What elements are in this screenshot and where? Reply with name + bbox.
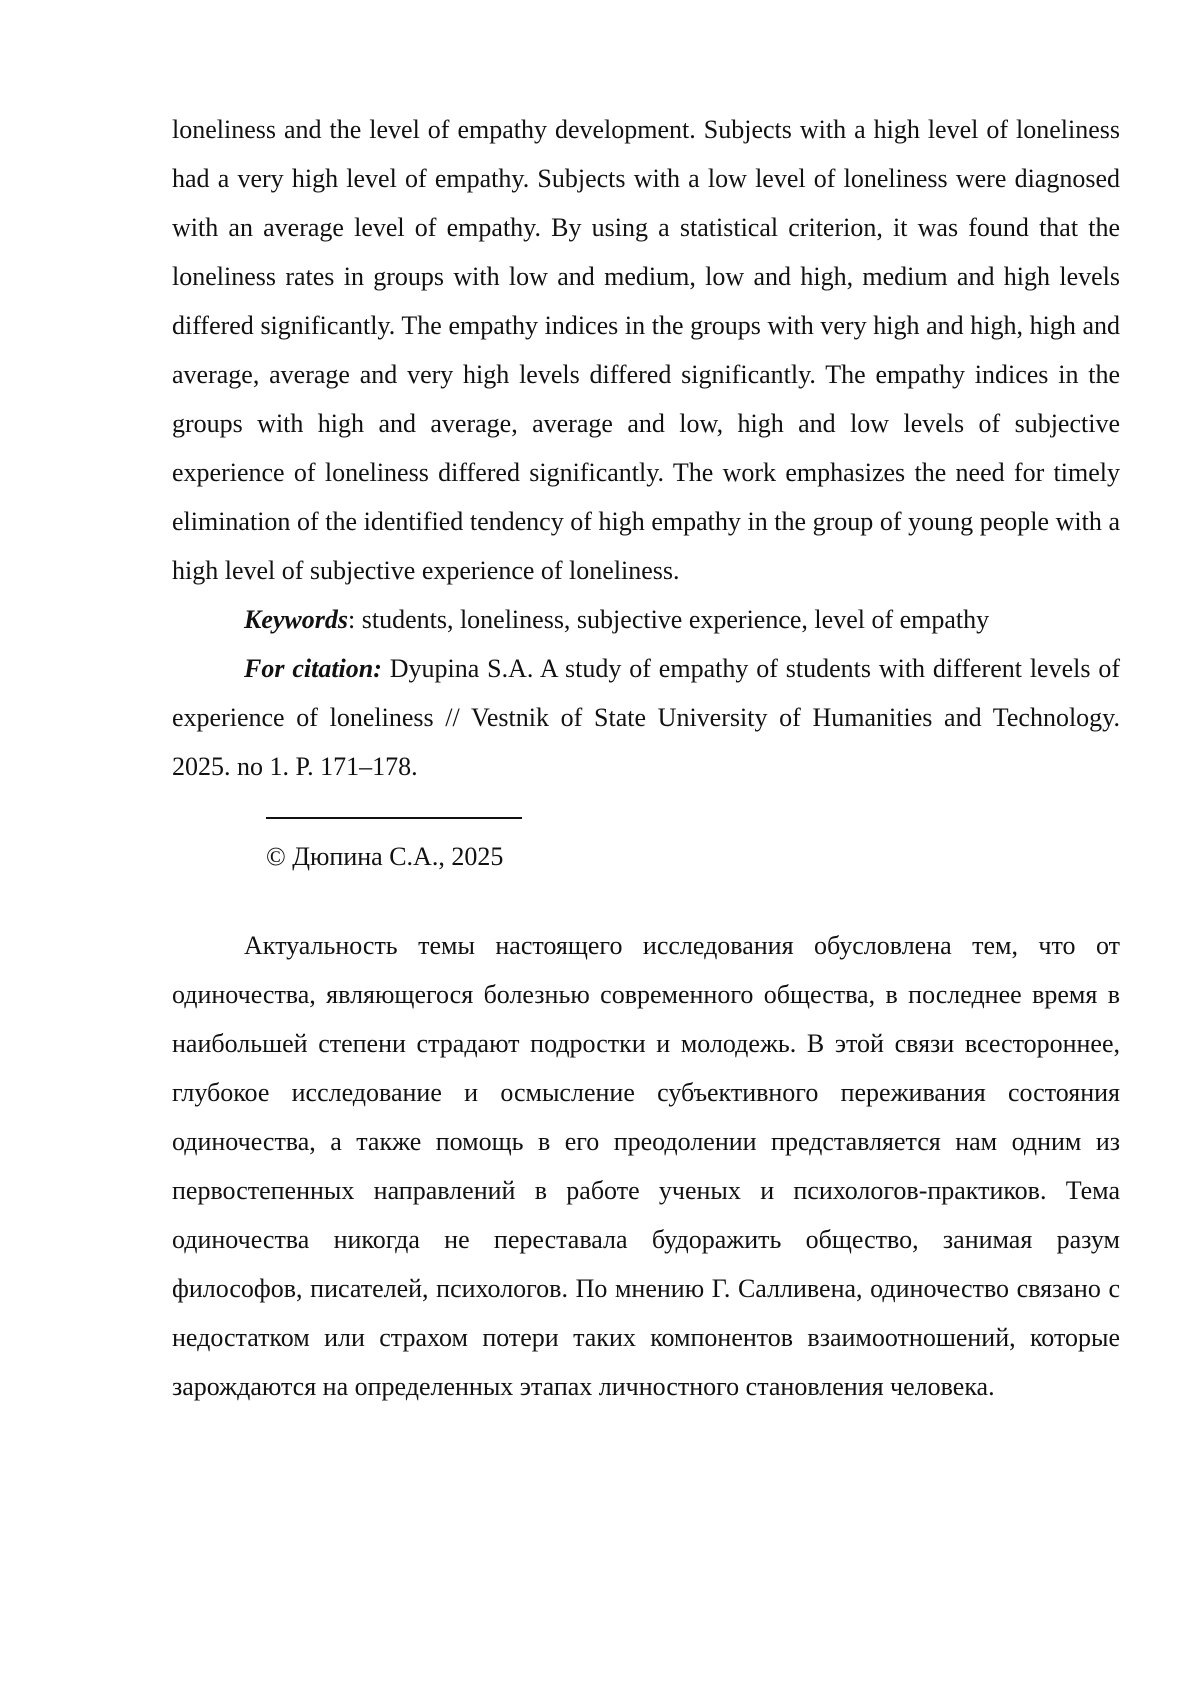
page: [172, 105, 1120, 1411]
footnote-divider: [266, 817, 522, 819]
abstract-paragraph: loneliness and the level of empathy development. Subjects with a high level of loneliness had a very high level of empathy. Subjects with a low level of loneliness were diagnosed with an average level of empathy. By using a statistical criterion, it was found that the loneliness rates in groups with low and medium, low and high, medium and high levels differed significantly. The empathy indices in the groups with very high and high, high and average, average and very high levels differed significantly. The empathy indices in the groups with high and average, average and low, high and low levels of subjective experience of loneliness differed significantly. The work emphasizes the need for timely elimination of the identified tendency of high empathy in the group of young people with a high level of subjective experience of loneliness.: [172, 105, 1120, 595]
keywords-line: [172, 595, 1120, 644]
keywords-label: Keywords: [244, 605, 348, 634]
keywords-text: : students, loneliness, subjective experience, level of empathy: [348, 605, 989, 634]
citation-paragraph: [172, 644, 1120, 791]
citation-text: Dyupina S.A. A study of empathy of students with different levels of experience of loneliness // Vestnik of State University of Humanities and Technology. 2025. no 1. P. 171–178.: [172, 654, 1120, 781]
body-paragraph: Актуальность темы настоящего исследования обусловлена тем, что от одиночества, являющегося болезнью современного общества, в последнее время в наибольшей степени страдают подростки и молодежь. В этой связи всестороннее, глубокое исследование и осмысление субъективного переживания состояния одиночества, а также помощь в его преодолении представляется нам одним из первостепенных направлений в работе ученых и психологов-практиков. Тема одиночества никогда не переставала будоражить общество, занимая разум философов, писателей, психологов. По мнению Г. Салливена, одиночество связано с недостатком или страхом потери таких компонентов взаимоотношений, которые зарождаются на определенных этапах личностного становления человека.: [172, 921, 1120, 1411]
citation-label: For citation:: [244, 654, 382, 683]
copyright-notice: © Дюпина С.А., 2025: [266, 837, 1120, 877]
